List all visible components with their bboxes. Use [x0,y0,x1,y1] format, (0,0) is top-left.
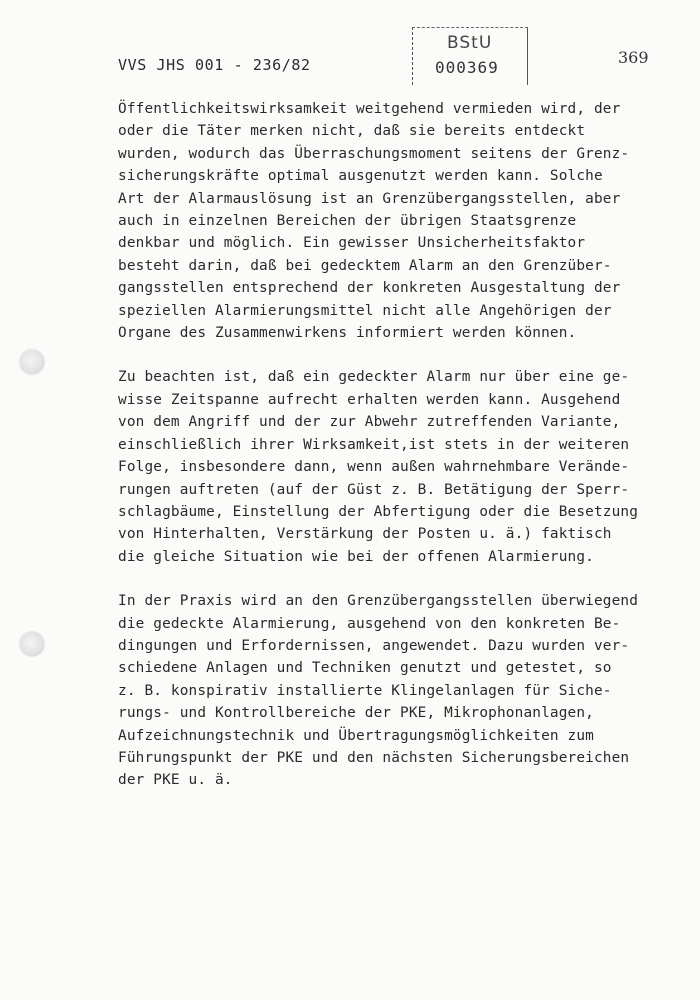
text-line: Aufzeichnungstechnik und Übertragungsmöglichkeiten zum [118,727,594,744]
text-line: Folge, insbesondere dann, wenn außen wahrnehmbare Verände- [118,459,630,476]
text-line: Führungspunkt der PKE und den nächsten Sicherungsbereichen [118,749,630,766]
text-line: rungen auftreten (auf der Güst z. B. Betätigung der Sperr- [118,481,630,498]
punch-hole-icon [20,632,44,656]
text-line: oder die Täter merken nicht, daß sie bereits entdeckt [118,123,586,140]
text-line: rungs- und Kontrollbereiche der PKE, Mikrophonanlagen, [118,705,594,722]
punch-hole-icon [20,350,44,374]
document-reference: VVS JHS 001 - 236/82 [118,56,311,74]
text-line: besteht darin, daß bei gedecktem Alarm an den Grenzüber- [118,257,612,274]
text-line: einschließlich ihrer Wirksamkeit,ist stets in der weiteren [118,436,630,453]
text-line: wisse Zeitspanne aufrecht erhalten werden kann. Ausgehend [118,391,621,408]
text-line: gangsstellen entsprechend der konkreten Ausgestaltung der [118,280,621,297]
text-line: wurden, wodurch das Überraschungsmoment seitens der Grenz- [118,145,630,162]
paragraph [118,98,678,344]
text-line: schlagbäume, Einstellung der Abfertigung oder die Besetzung [118,503,639,520]
paragraph [118,366,678,568]
stamp-number: 000369 [435,58,499,77]
text-line: auch in einzelnen Bereichen der übrigen Staatsgrenze [118,213,577,230]
stamp-title: BStU [447,33,493,53]
page-number: 369 [618,48,649,67]
paragraph [118,590,678,792]
text-line: sicherungskräfte optimal ausgenutzt werden kann. Solche [118,168,603,185]
text-line: von dem Angriff und der zur Abwehr zutreffenden Variante, [118,414,621,431]
text-line: die gleiche Situation wie bei der offenen Alarmierung. [118,548,594,565]
text-line: schiedene Anlagen und Techniken genutzt und getestet, so [118,660,612,677]
text-line: In der Praxis wird an den Grenzübergangsstellen überwiegend [118,593,639,610]
text-line: der PKE u. ä. [118,772,233,789]
text-line: dingungen und Erfordernissen, angewendet. Dazu wurden ver- [118,637,630,654]
text-line: von Hinterhalten, Verstärkung der Posten u. ä.) faktisch [118,526,612,543]
text-line: z. B. konspirativ installierte Klingelanlagen für Siche- [118,682,612,699]
text-line: die gedeckte Alarmierung, ausgehend von den konkreten Be- [118,615,621,632]
archive-stamp [412,27,528,85]
text-line: Öffentlichkeitswirksamkeit weitgehend vermieden wird, der [118,101,621,117]
text-line: denkbar und möglich. Ein gewisser Unsicherheitsfaktor [118,235,586,252]
text-line: speziellen Alarmierungsmittel nicht alle Angehörigen der [118,302,612,319]
text-line: Organe des Zusammenwirkens informiert werden können. [118,325,577,342]
text-line: Zu beachten ist, daß ein gedeckter Alarm nur über eine ge- [118,369,630,386]
document-body [118,98,678,814]
text-line: Art der Alarmauslösung ist an Grenzübergangsstellen, aber [118,190,621,207]
